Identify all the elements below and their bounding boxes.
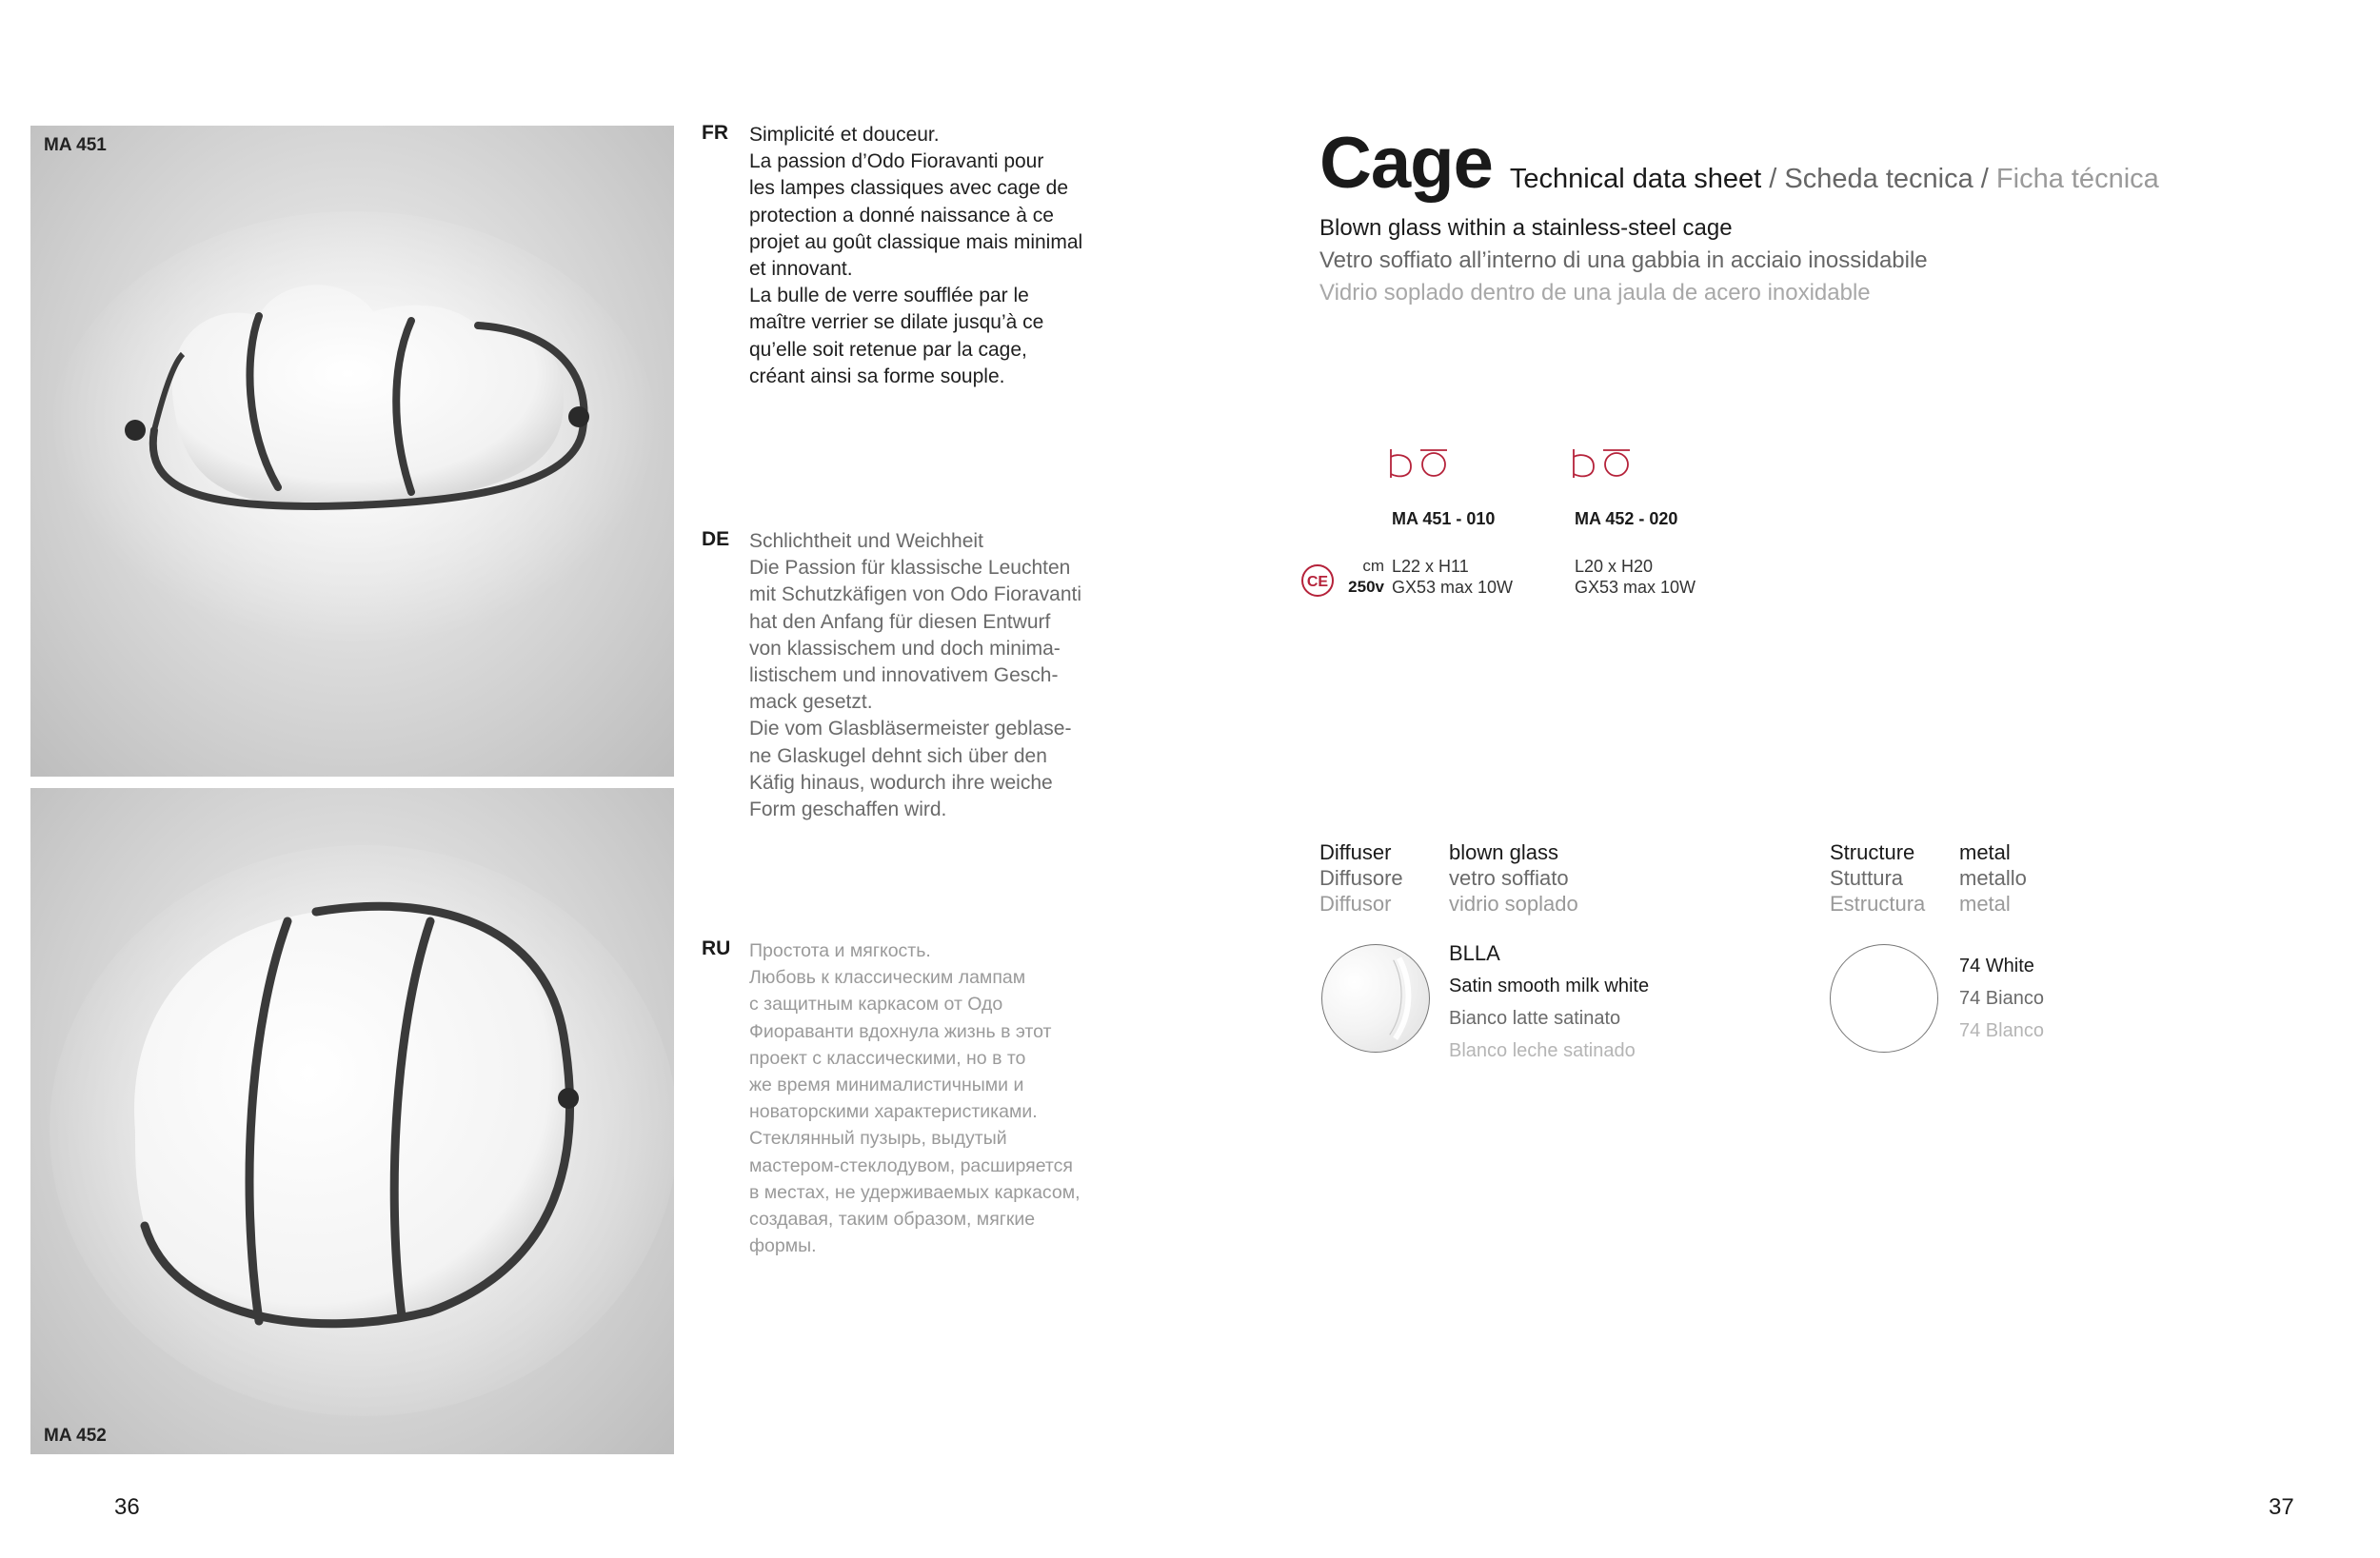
subtitle-it: Vetro soffiato all’interno di una gabbia in acciaio inossidabile [1319,247,1928,273]
text-line: mit Schutzkäfigen von Odo Fioravanti [749,583,1082,606]
unit-cm: cm [1362,557,1384,575]
sheet-title-en: Technical data sheet [1509,164,1762,194]
text-line: listischem und innovativem Gesch- [749,664,1059,687]
product-photo-ma452 [30,788,674,1454]
subtitle-es: Vidrio soplado dentro de una jaula de acero inoxidable [1319,280,1871,306]
finish-swatch-blla [1321,944,1430,1053]
finish-swatch-74-white [1830,944,1938,1053]
text-line: формы. [749,1235,817,1257]
model-lamp: GX53 max 10W [1575,578,1696,597]
label-es: Diffusor [1319,892,1392,916]
separator: / [1761,164,1785,194]
label-it: Stuttura [1830,866,1904,890]
finish-blla [1449,937,1649,1067]
description-text [749,528,1101,823]
description-text [749,937,1101,1259]
text-line: créant ainsi sa forme souple. [749,365,1005,387]
wall-mount-icon [1571,445,1637,480]
text-line: Käfig hinaus, wodurch ihre weiche [749,771,1053,794]
text-line: les lampes classiques avec cage de [749,177,1069,200]
model-code: MA 452 - 020 [1575,509,1678,528]
photo-label: MA 451 [44,135,107,155]
label-en: Diffuser [1319,840,1392,864]
text-line: La passion d’Odo Fioravanti pour [749,150,1044,173]
label-es: Estructura [1830,892,1926,916]
text-line: Form geschaffen wird. [749,799,947,821]
spec-units [1342,556,1384,598]
value-es: vidrio soplado [1449,892,1578,916]
lamp-ma451-illustration [30,126,674,777]
product-photo-ma451 [30,126,674,777]
text-line: же время минималистичными и [749,1075,1024,1096]
unit-voltage: 250v [1348,578,1384,596]
diffuser-values [1449,839,1578,917]
text-line: protection a donné naissance à ce [749,204,1054,227]
finish-name-es: Blanco leche satinado [1449,1040,1636,1061]
text-line: Стеклянный пузырь, выдутый [749,1128,1007,1150]
model-specs [1575,556,1696,598]
sheet-title-it: Scheda tecnica [1784,164,1973,194]
sheet-title-es: Ficha técnica [1995,164,2159,194]
text-line: La bulle de verre soufflée par le [749,285,1029,307]
subtitle-en: Blown glass within a stainless-steel cage [1319,215,1733,241]
text-line: Die vom Glasbläsermeister geblase- [749,718,1072,740]
text-line: мастером-стеклодувом, расширяется [749,1154,1073,1176]
value-en: metal [1959,840,2011,864]
text-line: projet au goût classique mais minimal [749,230,1083,253]
text-line: в местах, не удерживаемых каркасом, [749,1181,1081,1203]
description-fr [702,122,1101,390]
lang-code: DE [702,528,730,550]
finish-name-en: Satin smooth milk white [1449,976,1650,996]
value-it: metallo [1959,866,2027,890]
page-number-left: 36 [114,1494,140,1520]
finish-name-it: Bianco latte satinato [1449,1008,1621,1029]
value-en: blown glass [1449,840,1558,864]
description-text [749,122,1101,390]
svg-text:CE: CE [1306,574,1329,590]
photo-label: MA 452 [44,1426,107,1446]
gloss-highlight [1322,945,1429,1052]
text-line: von klassischem und doch minima- [749,637,1061,660]
page-number-right: 37 [2269,1494,2294,1520]
text-line: ne Glaskugel dehnt sich über den [749,744,1047,767]
text-line: новаторскими характеристиками. [749,1101,1038,1123]
description-ru [702,937,1101,1259]
ce-mark-icon [1300,563,1335,598]
label-en: Structure [1830,840,1915,864]
description-de [702,528,1101,823]
text-line: Простота и мягкость. [749,940,931,961]
diffuser-labels [1319,839,1403,917]
model-code: MA 451 - 010 [1392,509,1496,528]
finish-name-en: 74 White [1959,956,2034,976]
value-it: vetro soffiato [1449,866,1569,890]
wall-fixing-icon [568,406,589,427]
finish-name-es: 74 Blanco [1959,1020,2044,1041]
text-line: с защитным каркасом от Одо [749,994,1003,1016]
text-line: создавая, таким образом, мягкие [749,1209,1036,1231]
model-specs [1392,556,1513,598]
text-line: et innovant. [749,258,853,281]
wall-fixing-icon [558,1088,579,1109]
text-line: Simplicité et douceur. [749,124,940,146]
text-line: qu’elle soit retenue par la cage, [749,338,1027,361]
finish-74 [1959,950,2044,1047]
finish-name-it: 74 Bianco [1959,988,2044,1009]
wall-mount-icon [1388,445,1455,480]
text-line: Schlichtheit und Weichheit [749,530,983,552]
product-title-row [1319,122,2159,205]
text-line: Die Passion für klassische Leuchten [749,557,1071,580]
structure-labels [1830,839,1925,917]
text-line: mack gesetzt. [749,691,873,714]
finish-code: BLLA [1449,941,1500,965]
separator: / [1973,164,1996,194]
text-line: Любовь к классическим лампам [749,967,1026,989]
product-title: Cage [1319,123,1493,204]
text-line: проект с классическими, но в то [749,1047,1026,1069]
lamp-ma452-illustration [30,788,674,1454]
lang-code: FR [702,122,728,144]
wall-fixing-icon [125,420,146,441]
text-line: maître verrier se dilate jusqu’à ce [749,311,1044,334]
text-line: hat den Anfang für diesen Entwurf [749,610,1051,633]
structure-values [1959,839,2027,917]
label-it: Diffusore [1319,866,1403,890]
lang-code: RU [702,937,731,959]
sheet-title [1510,164,2159,194]
model-lamp: GX53 max 10W [1392,578,1514,597]
model-dimensions: L20 x H20 [1575,557,1654,576]
model-dimensions: L22 x H11 [1392,557,1469,576]
value-es: metal [1959,892,2011,916]
text-line: Фиораванти вдохнула жизнь в этот [749,1020,1052,1042]
